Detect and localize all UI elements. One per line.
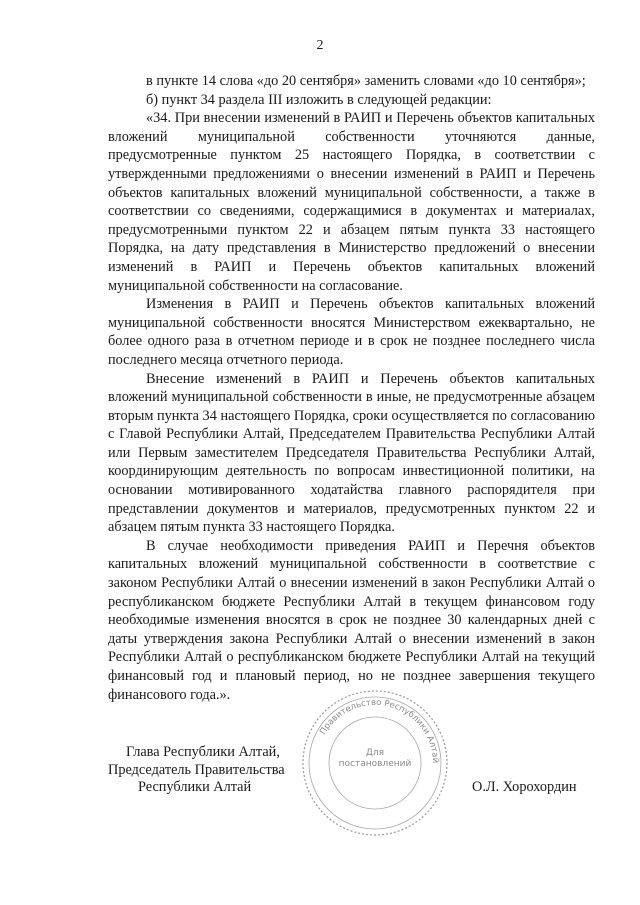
paragraph-amend-point-34: б) пункт 34 раздела III изложить в следующей редакции: (146, 91, 492, 108)
stamp-center-line2: постановлений (338, 759, 412, 769)
paragraph-quarterly-changes: Изменения в РАИП и Перечень объектов капитальных вложений муниципальной собственности вносятся Министерством ежеквартально, не более одного раза в отчетном периоде и в срок не позднее последнего числа последнего месяца отчетного периода. (108, 296, 595, 368)
stamp-center-line1: Для (365, 748, 385, 758)
signatory-name: О.Л. Хорохордин (472, 779, 577, 795)
stamp-center-text (338, 748, 412, 770)
paragraph-other-deadlines: Внесение изменений в РАИП и Перечень объектов капитальных вложений муниципальной собственности в иные, не предусмотренные абзацем вторым пункта 34 настоящего Порядка, сроки осуществляется по согласованию с Главой Республики Алтай, Председателем Правительства Республики Алтай или Первым заместителем Председателя Правительства Республики Алтай, координирующим деятельность по вопросам инвестиционной политики, на основании мотивированного ходатайства главного распорядителя при представлении документов и материалов, предусмотренных пунктом 22 и абзацем пятым пункта 33 настоящего Порядка. (108, 370, 595, 536)
stamp-ring-text: Правительство Республики Алтай (318, 697, 441, 764)
page-number: 2 (316, 38, 324, 53)
paragraph-amend-point-14: в пункте 14 слова «до 20 сентября» заменить словами «до 10 сентября»; (146, 73, 586, 89)
signatory-title-line2: Председатель Правительства (108, 761, 285, 778)
signatory-title-line3: Республики Алтай (138, 779, 252, 795)
signatory-title-line1: Глава Республики Алтай, (126, 744, 280, 760)
paragraph-budget-alignment: В случае необходимости приведения РАИП и Перечня объектов капитальных вложений муниципальной собственности в соответствие с законом Республики Алтай о внесении изменений в закон Республики Алтай о республиканском бюджете Республики Алтай в текущем финансовом году необходимые изменения вносятся в срок не позднее 30 календарных дней с даты утверждения закона Республики Алтай о внесении изменений в закон Республики Алтай о республиканском бюджете Республики Алтай на текущий финансовый год и плановый период, но не позднее завершения текущего финансового года.». (108, 537, 595, 703)
document-body (108, 72, 595, 704)
paragraph-point-34-text: «34. При внесении изменений в РАИП и Перечень объектов капитальных вложений муниципальной собственности уточняются данные, предусмотренные пунктом 25 настоящего Порядка, в соответствии с утвержденными предложениями о внесении изменений в РАИП и Перечень объектов капитальных вложений муниципальной собственности, а также в соответствии со сведениями, содержащимися в документах и материалах, предусмотренными пунктом 22 и абзацем пятым пункта 33 настоящего Порядка, на дату представления в Министерство предложений о внесении изменений в РАИП и Перечень объектов капитальных вложений муниципальной собственности на согласование. (108, 110, 595, 294)
signatory-title (108, 744, 308, 797)
